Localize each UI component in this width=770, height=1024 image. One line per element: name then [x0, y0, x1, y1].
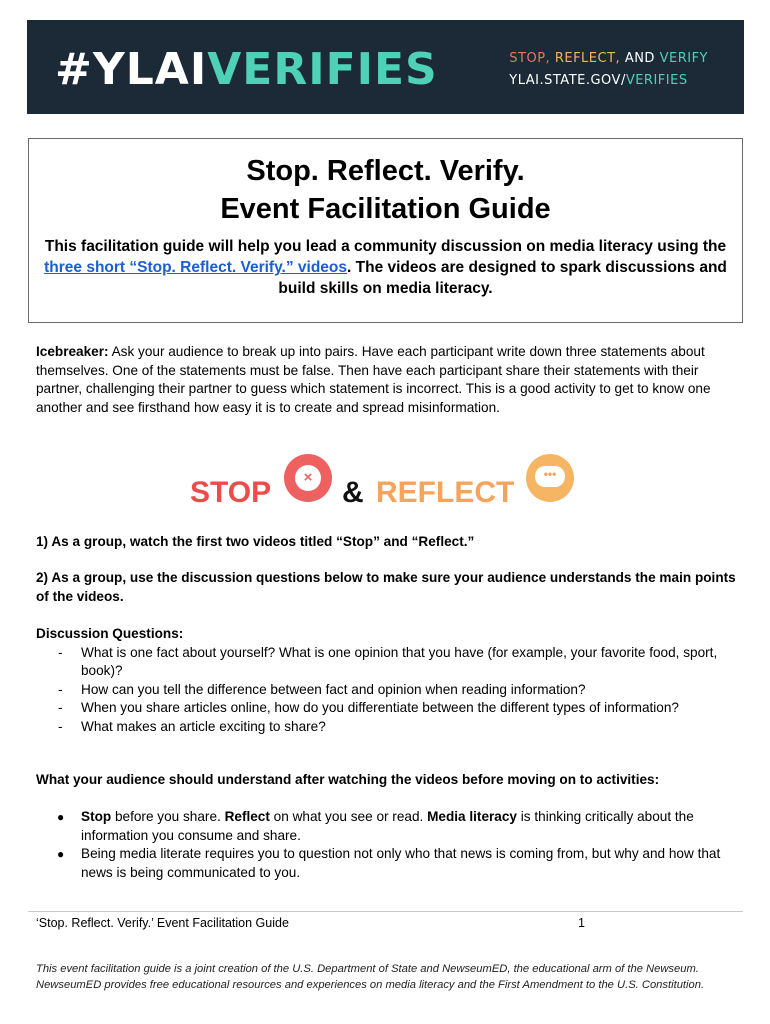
- page-number: 1: [578, 916, 585, 930]
- banner-url: [509, 70, 708, 92]
- understand-section: [36, 808, 736, 882]
- x-glyph: ×: [295, 465, 321, 491]
- bullet-text: before you share.: [111, 809, 225, 824]
- chat-bubble-icon: [526, 454, 574, 502]
- step-2: 2) As a group, use the discussion questions below to make sure your audience understands the main points of the videos.: [36, 570, 736, 604]
- page-title-line-1: Stop. Reflect. Verify.: [246, 155, 525, 187]
- understand-heading: What your audience should understand after watching the videos before moving on to activities:: [36, 772, 660, 787]
- discussion-section: [36, 625, 736, 736]
- bullet-text: is thinking critically about the information you consume and share.: [81, 809, 694, 843]
- tagline-reflect: REFLECT,: [554, 51, 621, 66]
- intro-before: This facilitation guide will help you lead a community discussion on media literacy using the: [44, 238, 727, 255]
- list-item: ● Being media literate requires you to question not only who that news is coming from, but why and how that news is being communicated to you.: [36, 845, 736, 882]
- reflect-term: Reflect: [224, 809, 270, 824]
- understand-list: [36, 808, 736, 882]
- discussion-heading: Discussion Questions:: [36, 626, 184, 641]
- logo-verifies-text: VERIFIES: [207, 44, 438, 95]
- list-item: - What is one fact about yourself? What is one opinion that you have (for example, your favorite food, sport, book)?: [36, 644, 736, 681]
- footer-title: ‘Stop. Reflect. Verify.’ Event Facilitation Guide: [36, 916, 289, 930]
- stop-reflect-header: [190, 454, 590, 514]
- footer-divider: [28, 911, 743, 912]
- list-item: - What makes an article exciting to share?: [36, 718, 736, 737]
- stop-term: Stop: [81, 809, 112, 824]
- media-literacy-term: Media literacy: [427, 809, 517, 824]
- ylai-verifies-logo: [55, 46, 438, 94]
- list-item: - How can you tell the difference between fact and opinion when reading information?: [36, 681, 736, 700]
- icebreaker-text: Ask your audience to break up into pairs. Have each participant write down three statements about themselves. One of the statements must be false. Then have each participant share their statements with their partner, challenging their partner to guess which statement is incorrect. This is a good activity to get to know one another and see firsthand how easy it is to create and spread misinformation.: [36, 344, 711, 415]
- videos-link[interactable]: three short “Stop. Reflect. Verify.” videos: [44, 259, 348, 276]
- tagline-and: AND: [624, 51, 655, 66]
- chat-glyph: •••: [535, 466, 565, 487]
- list-item: [36, 808, 736, 845]
- list-item: - When you share articles online, how do you differentiate between the different types of information?: [36, 699, 736, 718]
- banner-url-tail: VERIFIES: [625, 73, 688, 88]
- intro-text: [29, 236, 742, 299]
- banner-url-base: YLAI.STATE.GOV/: [509, 73, 626, 88]
- tagline-line-1: [509, 48, 708, 70]
- discussion-list: [36, 644, 736, 737]
- icebreaker-label: Icebreaker:: [36, 344, 109, 359]
- page-title-line-2: Event Facilitation Guide: [220, 193, 551, 225]
- ampersand: &: [342, 476, 364, 509]
- logo-hash-text: #YLAI: [55, 44, 208, 95]
- step-1: 1) As a group, watch the first two videos titled “Stop” and “Reflect.”: [36, 534, 475, 549]
- icebreaker-paragraph: [36, 343, 736, 417]
- tagline-stop: STOP,: [509, 51, 551, 66]
- header-banner: [27, 20, 744, 114]
- stop-heading: STOP: [190, 476, 272, 509]
- bullet-text: on what you see or read.: [269, 809, 428, 824]
- tagline-verify: VERIFY: [659, 51, 708, 66]
- banner-tagline: [509, 48, 708, 92]
- title-box: [28, 138, 743, 323]
- reflect-heading: REFLECT: [376, 476, 515, 509]
- stop-x-icon: [284, 454, 332, 502]
- intro-after: . The videos are designed to spark discussions and build skills on media literacy.: [278, 259, 727, 297]
- footer-disclaimer: This event facilitation guide is a joint creation of the U.S. Department of State and NewseumED, the educational arm of the Newseum. NewseumED provides free educational resources and experiences on media literacy and the First Amendment to the U.S. Constitution.: [36, 963, 705, 991]
